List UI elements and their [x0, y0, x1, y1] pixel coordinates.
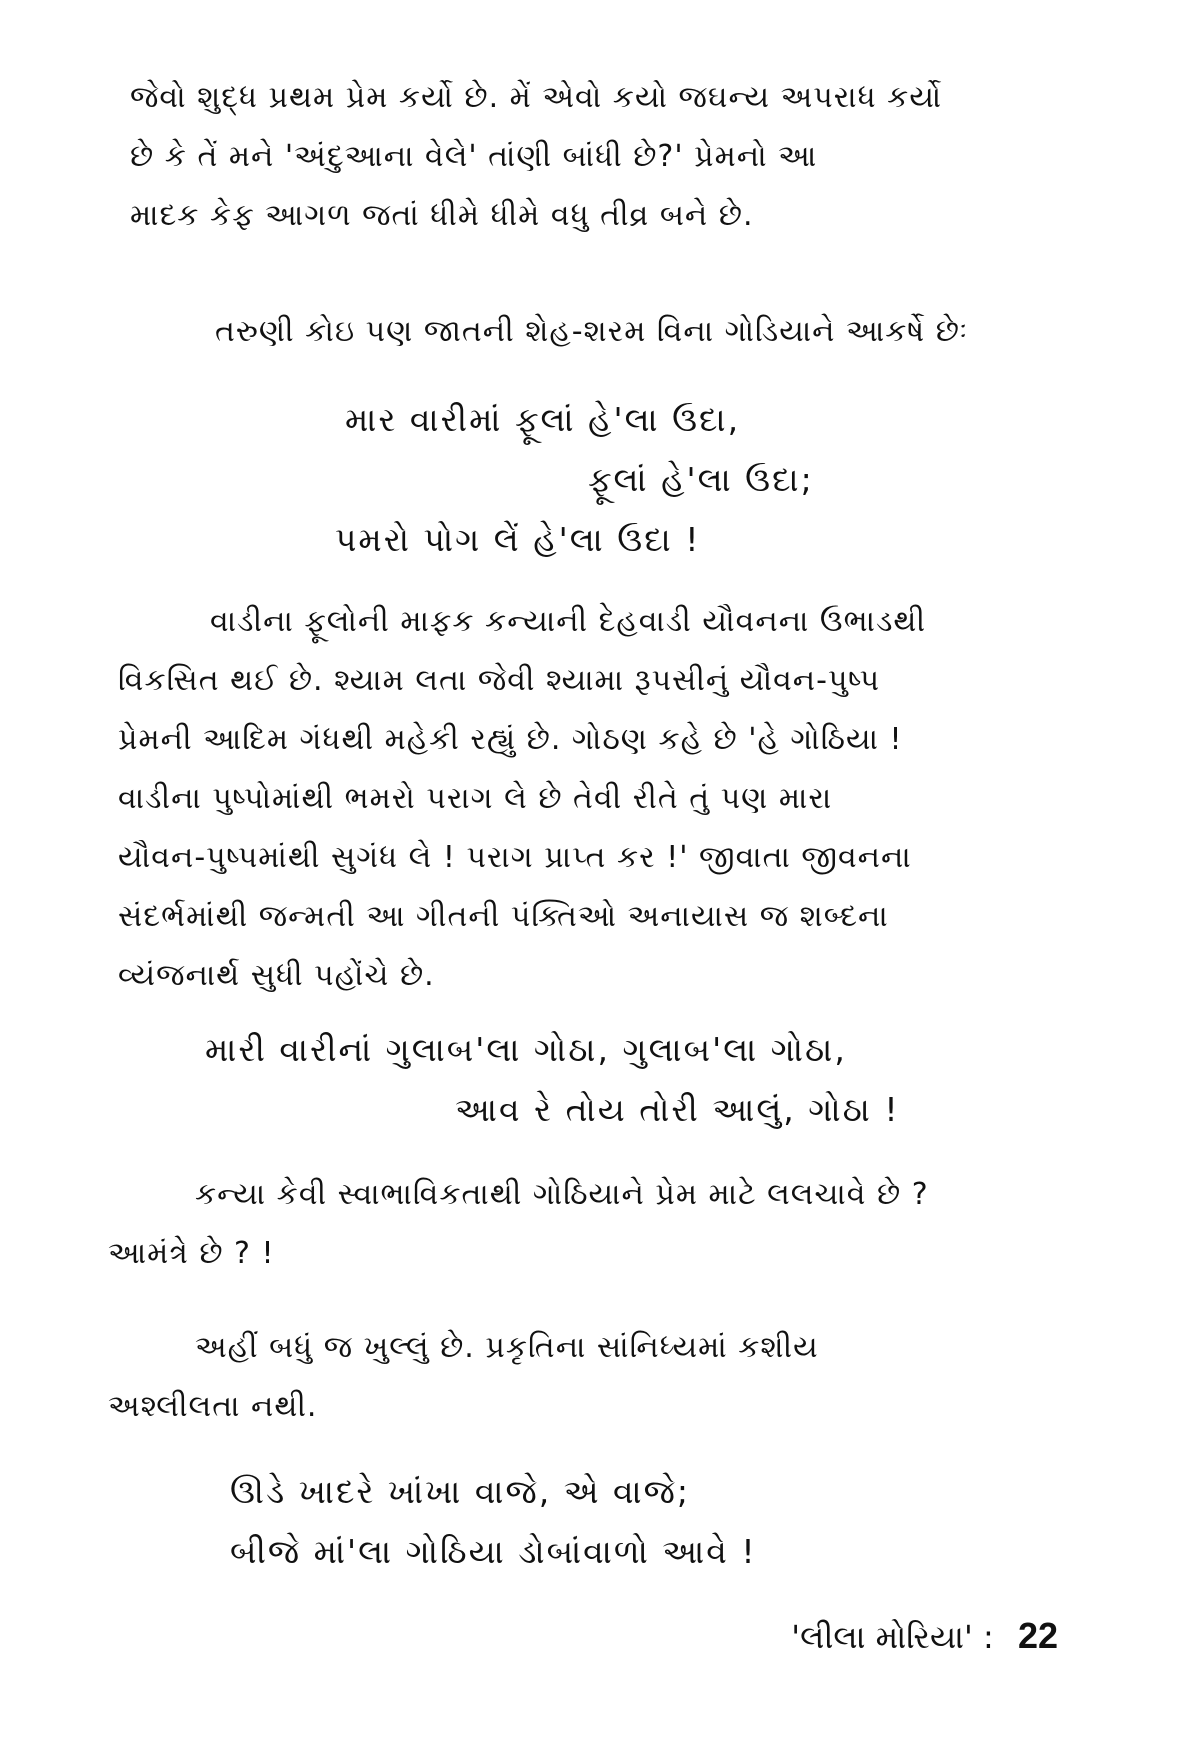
text-line: યૌવન-પુષ્પમાંથી સુગંધ લે ! પરાગ પ્રાપ્ત કર !' જીવાતા જીવનના	[118, 840, 912, 875]
page-footer	[791, 1615, 1058, 1657]
paragraph-3	[0, 592, 1188, 1005]
verse-line: ફૂલાં હે'લા ઉદા;	[588, 460, 814, 499]
text-line: વ્યંજનાર્થ સુધી પહોંચે છે.	[118, 958, 435, 993]
verse-line: મારી વારીનાં ગુલાબ'લા ગોઠા, ગુલાબ'લા ગોઠા,	[205, 1030, 847, 1069]
verse-line: આવ રે તોય તોરી આલું, ગોઠા !	[455, 1090, 900, 1129]
verse-line: ઊડે ખાદરે ખાંખા વાજે, એ વાજે;	[230, 1472, 690, 1511]
verse-2	[0, 1020, 1188, 1140]
text-line: કન્યા કેવી સ્વાભાવિકતાથી ગોઠિયાને પ્રેમ માટે લલચાવે છે ?	[195, 1177, 929, 1212]
text-line: આમંત્રે છે ? !	[108, 1236, 275, 1271]
text-line: સંદર્ભમાંથી જન્મતી આ ગીતની પંક્તિઓ અનાયાસ જ શબ્દના	[118, 899, 889, 934]
text-line: અશ્લીલતા નથી.	[108, 1389, 318, 1424]
verse-line: માર વારીમાં ફૂલાં હે'લા ઉદા,	[345, 400, 741, 439]
paragraph-4	[0, 1165, 1188, 1283]
text-line: છે કે તેં મને 'અંદુઆના વેલે' તાંણી બાંધી છે?' પ્રેમનો આ	[130, 139, 818, 174]
verse-line: પમરો પોગ લેં હે'લા ઉદા !	[335, 520, 701, 559]
page-number: 22	[1017, 1615, 1058, 1656]
verse-1	[0, 390, 1188, 570]
paragraph-5	[0, 1318, 1188, 1436]
text-line: વાડીના ફૂલોની માફક કન્યાની દેહવાડી યૌવનના ઉભાડથી	[210, 604, 927, 639]
text-line: પ્રેમની આદિમ ગંધથી મહેકી રહ્યું છે. ગોઠણ કહે છે 'હે ગોઠિયા !	[118, 722, 903, 757]
paragraph-1	[0, 68, 1188, 245]
paragraph-2	[0, 302, 1188, 361]
text-line: અહીં બધું જ ખુલ્લું છે. પ્રકૃતિના સાંનિધ્યમાં કશીય	[195, 1330, 819, 1365]
verse-line: બીજે માં'લા ગોઠિયા ડોબાંવાળો આવે !	[230, 1532, 757, 1571]
text-line: માદક કેફ આગળ જતાં ધીમે ધીમે વધુ તીવ્ર બને છે.	[130, 198, 754, 233]
text-line: વાડીના પુષ્પોમાંથી ભમરો પરાગ લે છે તેવી રીતે તું પણ મારા	[118, 781, 833, 816]
text-line: તરુણી કોઇ પણ જાતની શેહ-શરમ વિના ગોડિયાને આકર્ષે છેઃ	[215, 314, 969, 349]
text-line: વિકસિત થઈ છે. શ્યામ લતા જેવી શ્યામા રૂપસીનું યૌવન-પુષ્પ	[118, 663, 881, 698]
verse-3	[0, 1462, 1188, 1582]
text-line: જેવો શુદ્ધ પ્રથમ પ્રેમ કર્યો છે. મેં એવો કયો જઘન્ય અપરાધ કર્યો	[130, 80, 943, 115]
source-title: 'લીલા મોરિયા' :	[791, 1618, 994, 1656]
